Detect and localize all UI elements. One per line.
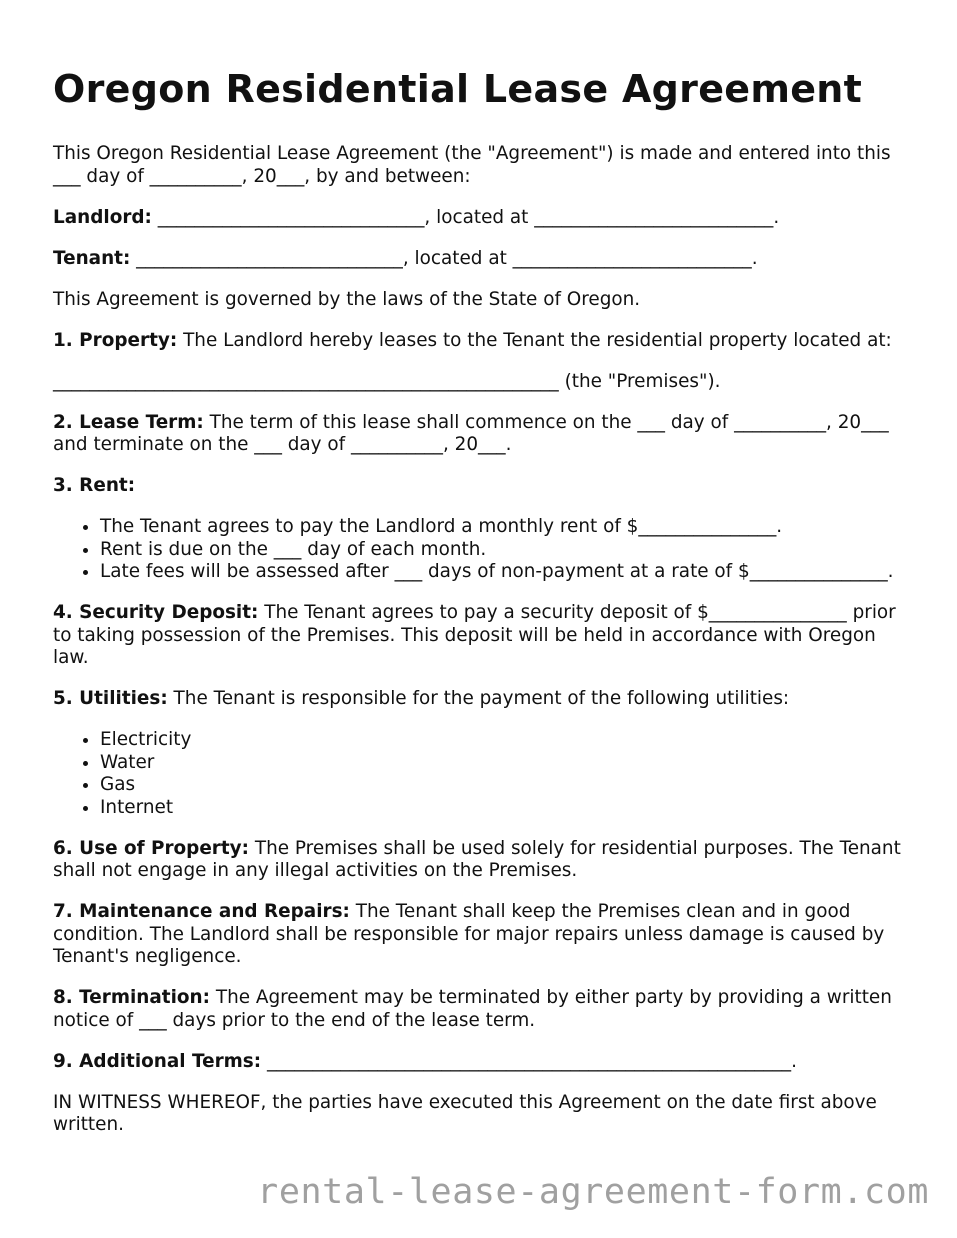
section-property xyxy=(53,330,913,353)
utilities-label: 5. Utilities: xyxy=(53,688,168,709)
governing-law: This Agreement is governed by the laws of the State of Oregon. xyxy=(53,288,641,310)
section-utilities xyxy=(53,688,913,711)
property-text: The Landlord hereby leases to the Tenant the residential property located at: xyxy=(177,329,892,351)
tenant-line xyxy=(53,248,913,271)
rent-list xyxy=(53,516,913,584)
additional-terms-blank: _________________________________________________________. xyxy=(261,1050,797,1072)
section-rent xyxy=(53,475,913,498)
landlord-blanks: _____________________________, located at __________________________. xyxy=(151,206,780,228)
tenant-label: Tenant: xyxy=(53,247,131,269)
lease-term-text: The term of this lease shall commence on the ___ day of __________, 20___ and terminate on the ___ day of __________, 20___. xyxy=(53,411,889,455)
section-use-of-property xyxy=(53,838,913,883)
maintenance-label: 7. Maintenance and Repairs: xyxy=(53,901,350,922)
utility-item: • Internet xyxy=(100,797,913,820)
utility-item: • Electricity xyxy=(100,729,913,752)
section-additional-terms xyxy=(53,1051,913,1074)
witness-clause: IN WITNESS WHEREOF, the parties have executed this Agreement on the date first above written. xyxy=(53,1091,877,1135)
termination-text: The Agreement may be terminated by either party by providing a written notice of ___ days prior to the end of the lease term. xyxy=(53,987,892,1031)
section-maintenance xyxy=(53,901,913,969)
termination-label: 8. Termination: xyxy=(53,987,210,1008)
lease-document xyxy=(53,62,913,1155)
additional-terms-label: 9. Additional Terms: xyxy=(53,1050,262,1072)
lease-term-label: 2. Lease Term: xyxy=(53,411,204,433)
rent-item-due-date: • Rent is due on the ___ day of each month. xyxy=(100,539,913,562)
property-label: 1. Property: xyxy=(53,329,178,351)
rent-item-late-fees: • Late fees will be assessed after ___ days of non-payment at a rate of $_______________. xyxy=(100,561,913,584)
security-deposit-label: 4. Security Deposit: xyxy=(53,602,259,623)
section-termination xyxy=(53,987,913,1032)
utilities-list xyxy=(53,729,913,819)
security-deposit-text: The Tenant agrees to pay a security deposit of $_______________ prior to taking possession of the Premises. This deposit will be held in accordance with Oregon law. xyxy=(53,602,896,668)
maintenance-text: The Tenant shall keep the Premises clean and in good condition. The Landlord shall be responsible for major repairs unless damage is caused by Tenant's negligence. xyxy=(53,901,885,967)
utility-item: • Gas xyxy=(100,774,913,797)
utility-item: • Water xyxy=(100,752,913,775)
section-lease-term xyxy=(53,412,913,457)
site-watermark: rental-lease-agreement-form.com xyxy=(257,1172,929,1212)
document-title: Oregon Residential Lease Agreement xyxy=(53,67,863,111)
use-of-property-label: 6. Use of Property: xyxy=(53,837,250,859)
section-security-deposit xyxy=(53,602,913,670)
landlord-line xyxy=(53,207,913,230)
intro-paragraph: This Oregon Residential Lease Agreement (the "Agreement") is made and entered into this ___ day of __________, 20___, by and between: xyxy=(53,143,891,187)
tenant-blanks: _____________________________, located at __________________________. xyxy=(130,247,758,269)
landlord-label: Landlord: xyxy=(53,206,152,228)
rent-label: 3. Rent: xyxy=(53,475,136,496)
property-address-line: _______________________________________________________ (the "Premises"). xyxy=(53,370,721,392)
use-of-property-text: The Premises shall be used solely for residential purposes. The Tenant shall not engage in any illegal activities on the Premises. xyxy=(53,837,901,881)
rent-item-monthly: • The Tenant agrees to pay the Landlord a monthly rent of $_______________. xyxy=(100,516,913,539)
utilities-text: The Tenant is responsible for the payment of the following utilities: xyxy=(167,688,790,709)
